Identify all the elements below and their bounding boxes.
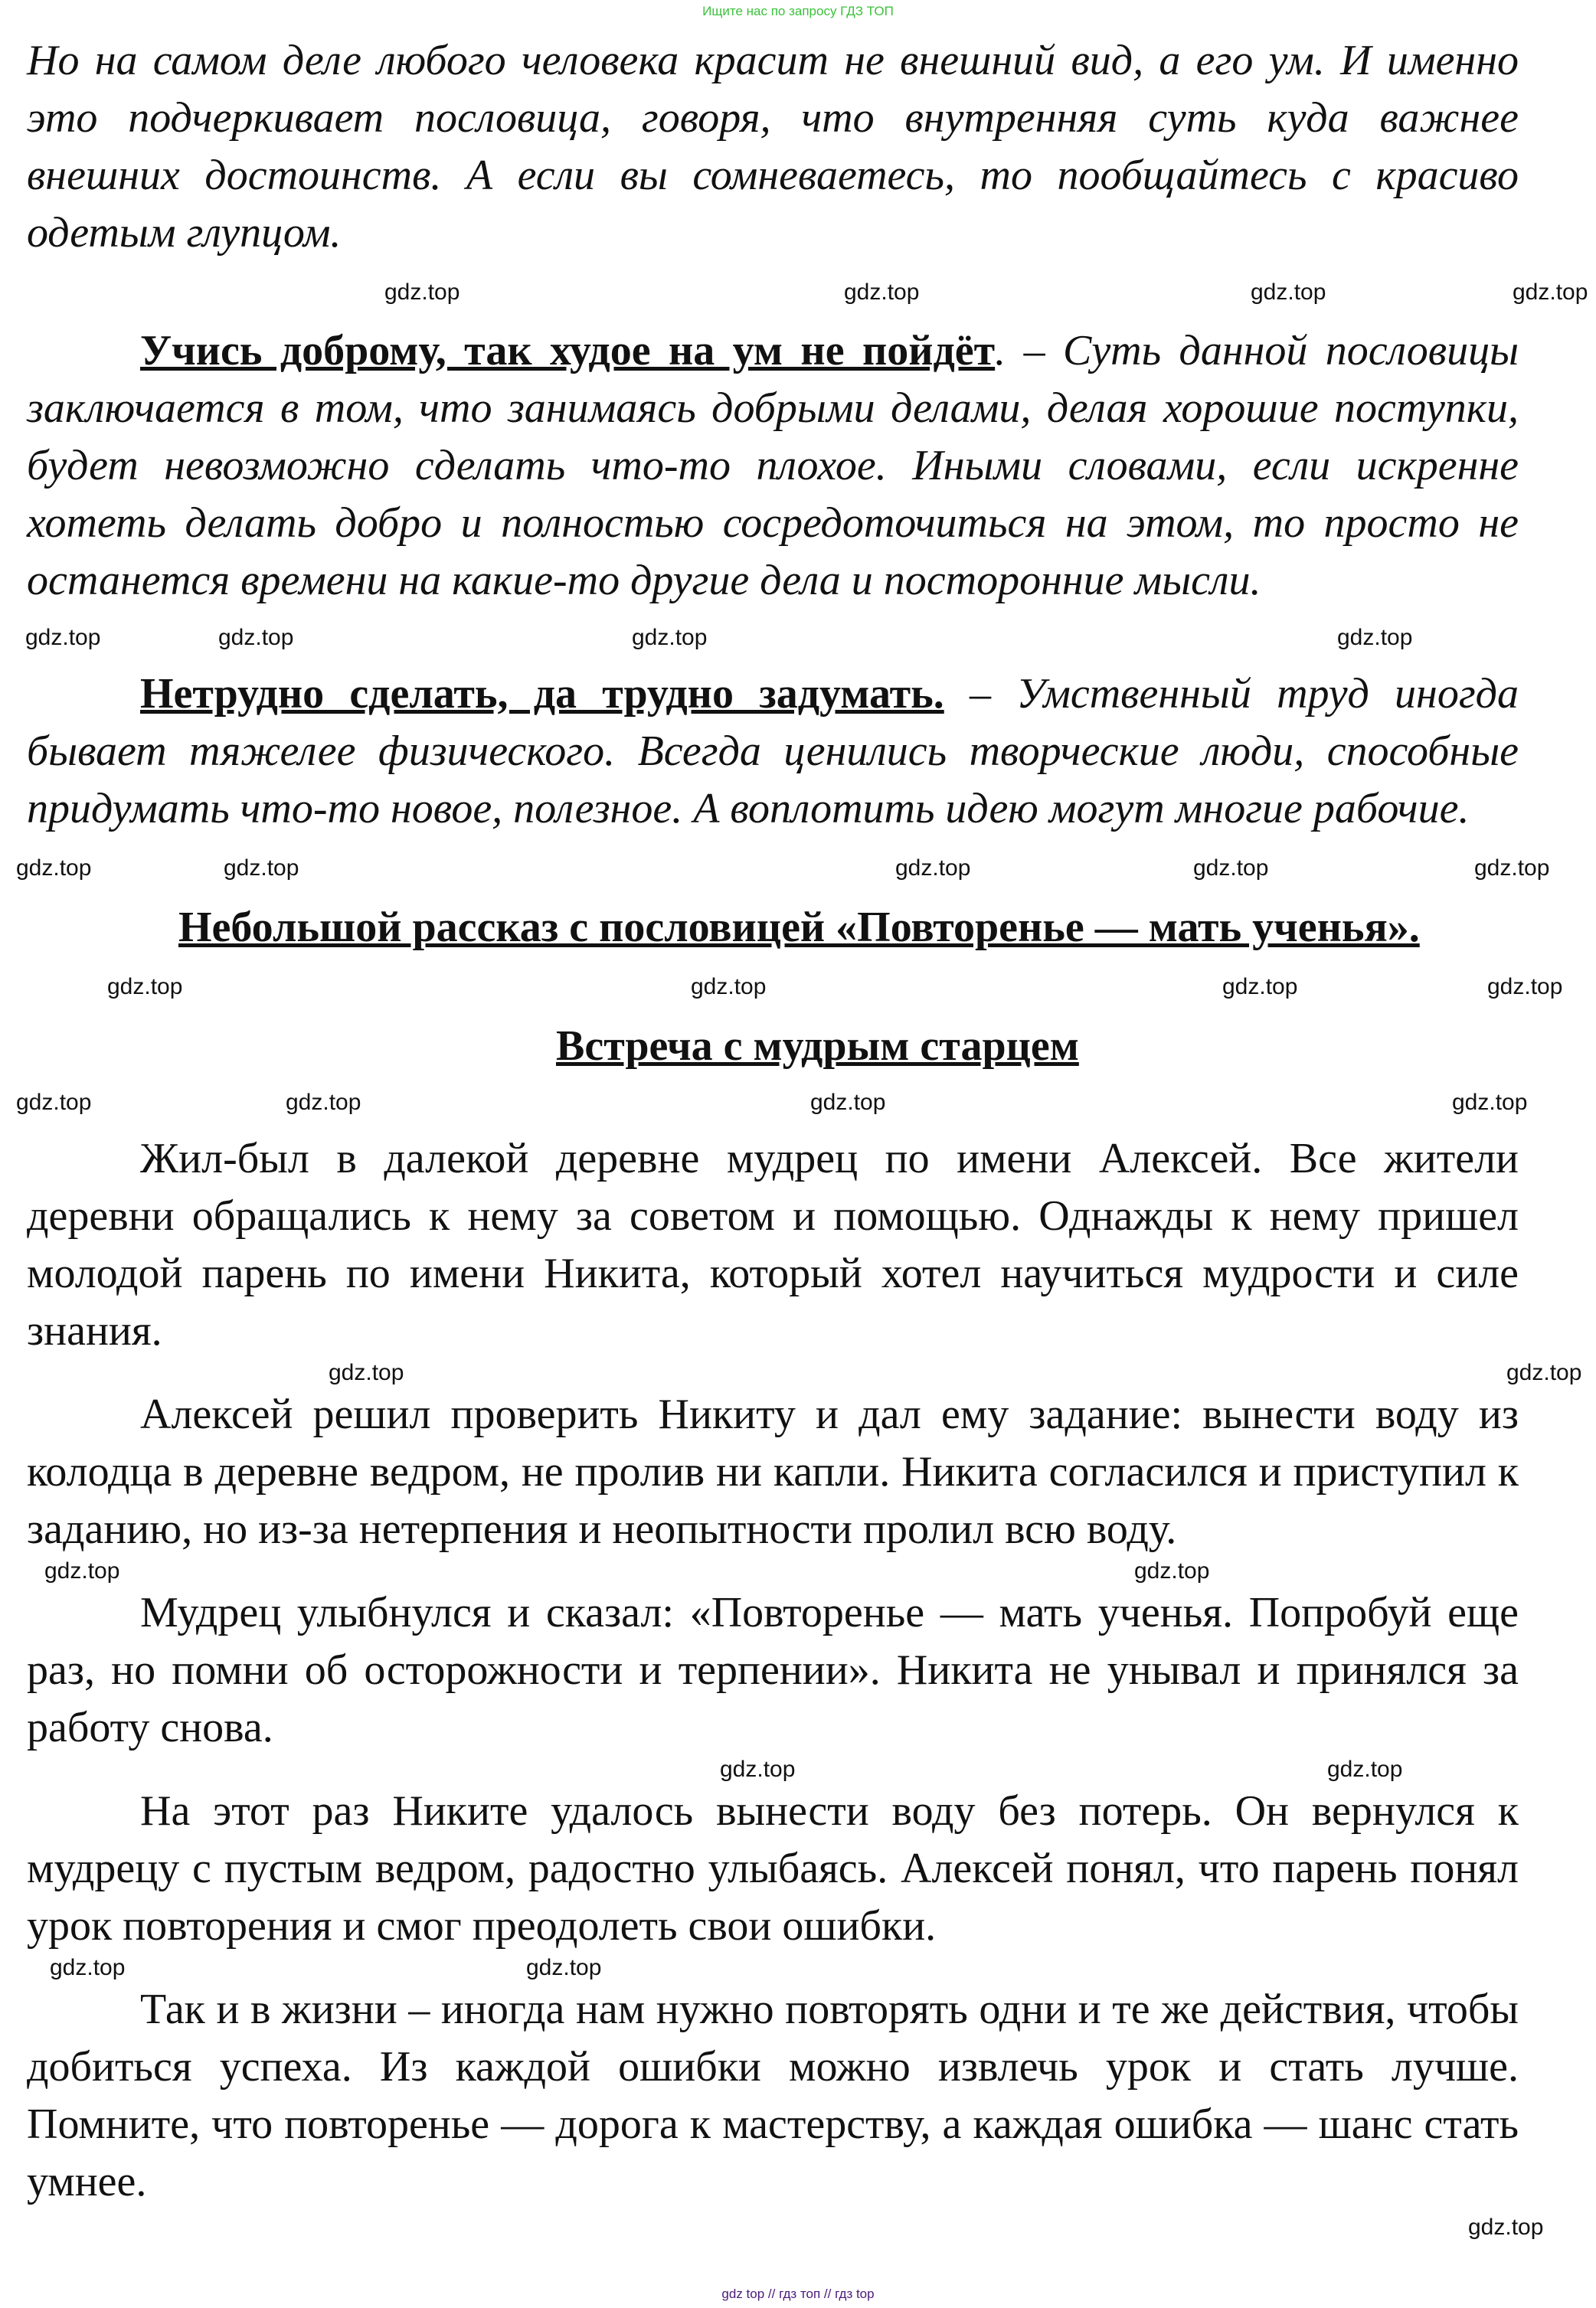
proverb-think-explanation: – Умственный труд иногда бывает тяжелее физического. Всегда ценились творческие люди, способные придумать что-то новое, полезное. А воплотить идею могут многие рабочие. [27, 670, 1519, 832]
watermark: gdz.top [810, 1090, 886, 1115]
footer-banner[interactable]: gdz top // гдз топ // гдз top [721, 2287, 875, 2301]
watermark: gdz.top [1513, 279, 1588, 305]
watermark: gdz.top [1134, 1558, 1210, 1584]
proverb-good-explanation: . – Суть данной пословицы заключается в том, что занимаясь добрыми делами, делая хорошие поступки, будет невозможно сделать что-то плохое. Иными словами, если искренне хотеть делать добро и полностью сосредоточиться на этом, то просто не останется времени на какие-то другие дела и посторонние мысли. [27, 327, 1519, 604]
watermark-row [0, 262, 1596, 322]
watermark: gdz.top [1474, 855, 1550, 881]
watermark: gdz.top [720, 1757, 796, 1782]
proverb-think: Нетрудно сделать, да трудно задумать. [140, 670, 944, 718]
watermark: gdz.top [632, 624, 708, 650]
story-paragraph: На этот раз Никите удалось вынести воду без потерь. Он вернулся к мудрецу с пустым ведром, радостно улыбаясь. Алексей понял, что парень понял урок повторения и смог преодолеть свои ошибки. [27, 1787, 1519, 1950]
watermark: gdz.top [44, 1558, 120, 1584]
watermark-row [0, 1360, 1596, 1386]
watermark: gdz.top [1222, 974, 1298, 999]
story-heading-block [0, 899, 1596, 956]
watermark-row [0, 1075, 1596, 1130]
story-paragraph: Алексей решил проверить Никиту и дал ему задание: вынести воду из колодца в деревне ведром, не пролив ни капли. Никита согласился и приступил к заданию, но из-за нетерпения и неопытности пролил всю воду. [27, 1391, 1519, 1553]
watermark: gdz.top [1327, 1757, 1403, 1782]
watermark: gdz.top [50, 1955, 126, 1980]
watermark: gdz.top [1193, 855, 1269, 881]
watermark: gdz.top [1337, 624, 1413, 650]
story-title-block [0, 1018, 1596, 1075]
watermark: gdz.top [329, 1360, 404, 1385]
watermark: gdz.top [286, 1090, 361, 1115]
watermark: gdz.top [691, 974, 767, 999]
watermark: gdz.top [1468, 2215, 1544, 2240]
watermark: gdz.top [1487, 974, 1563, 999]
watermark: gdz.top [107, 974, 183, 999]
watermark: gdz.top [25, 624, 101, 650]
story-paragraph: Так и в жизни – иногда нам нужно повторять одни и те же действия, чтобы добиться успеха. Из каждой ошибки можно извлечь урок и стать лучше. Помните, что повторенье — дорога к мастерству, а каждая ошибка — шанс стать умнее. [27, 1986, 1519, 2205]
watermark: gdz.top [526, 1955, 602, 1980]
watermark: gdz.top [16, 855, 92, 881]
watermark: gdz.top [1452, 1090, 1528, 1115]
watermark-row [0, 2211, 1596, 2244]
watermark-row [0, 1757, 1596, 1783]
watermark-row [0, 956, 1596, 1018]
watermark-row [0, 838, 1596, 899]
watermark: gdz.top [16, 1090, 92, 1115]
watermark-row [0, 1955, 1596, 1981]
watermark: gdz.top [895, 855, 971, 881]
watermark: gdz.top [1506, 1360, 1582, 1385]
watermark: gdz.top [844, 279, 920, 305]
watermark-row [0, 1558, 1596, 1584]
paragraph-appearance: Но на самом деле любого человека красит не внешний вид, а его ум. И именно это подчеркивает пословица, говоря, что внутренняя суть куда важнее внешних достоинств. А если вы сомневаетесь, то пообщайтесь с красиво одетым глупцом. [27, 37, 1519, 257]
watermark-row [0, 610, 1596, 665]
story-paragraph: Жил-был в далекой деревне мудрец по имени Алексей. Все жители деревни обращались к нему за советом и помощью. Однажды к нему пришел молодой парень по имени Никита, который хотел научиться мудрости и силе знания. [27, 1135, 1519, 1355]
watermark: gdz.top [218, 624, 294, 650]
search-banner[interactable]: Ищите нас по запросу ГДЗ ТОП [702, 4, 894, 18]
story-heading: Небольшой рассказ с пословицей «Повторенье — мать ученья». [178, 904, 1420, 951]
watermark: gdz.top [1251, 279, 1326, 305]
story-title: Встреча с мудрым старцем [556, 1022, 1079, 1070]
paragraph-proverb-think [27, 665, 1519, 838]
watermark: gdz.top [224, 855, 299, 881]
paragraph-proverb-good [27, 322, 1519, 610]
watermark: gdz.top [384, 279, 460, 305]
proverb-good: Учись доброму, так худое на ум не пойдёт [140, 327, 996, 374]
story-paragraph: Мудрец улыбнулся и сказал: «Повторенье — мать ученья. Попробуй еще раз, но помни об осторожности и терпении». Никита не унывал и принялся за работу снова. [27, 1589, 1519, 1751]
